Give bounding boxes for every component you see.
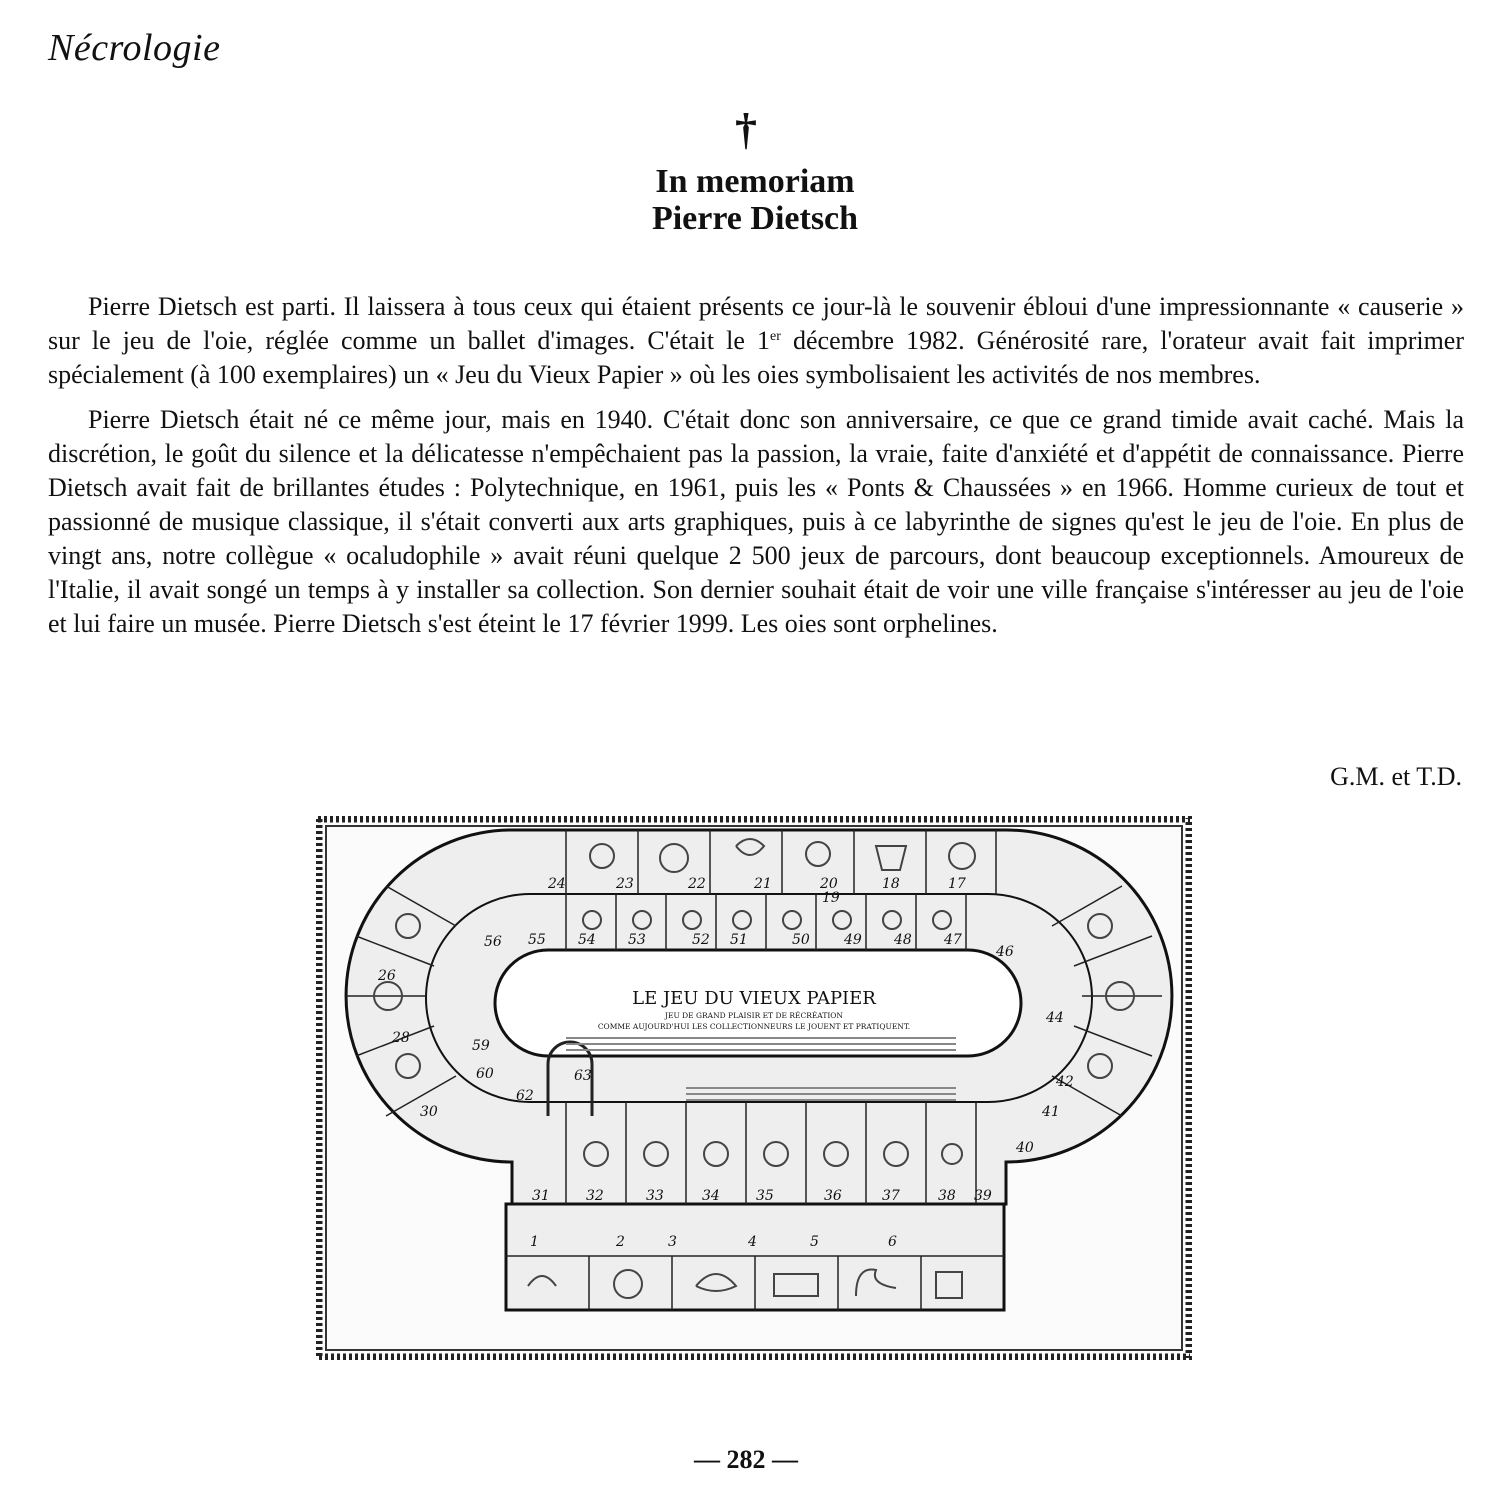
square-46: 46 <box>996 944 1014 960</box>
square-17: 17 <box>948 876 966 892</box>
square-32: 32 <box>586 1188 604 1204</box>
square-5: 5 <box>810 1234 819 1250</box>
square-50: 50 <box>792 932 810 948</box>
heading-line-1: In memoriam <box>655 163 855 200</box>
square-42: 42 <box>1056 1074 1074 1090</box>
square-23: 23 <box>616 876 634 892</box>
square-30: 30 <box>420 1104 438 1120</box>
square-40: 40 <box>1016 1140 1034 1156</box>
square-48: 48 <box>894 932 912 948</box>
game-board-illustration <box>316 816 1192 1360</box>
paragraph-1 <box>48 290 1464 392</box>
square-22: 22 <box>688 876 706 892</box>
square-55: 55 <box>528 932 546 948</box>
square-2: 2 <box>616 1234 625 1250</box>
article-body <box>48 290 1464 652</box>
square-26: 26 <box>378 968 396 984</box>
square-36: 36 <box>824 1188 842 1204</box>
square-3: 3 <box>668 1234 677 1250</box>
square-31: 31 <box>532 1188 550 1204</box>
square-51: 51 <box>730 932 748 948</box>
square-41: 41 <box>1042 1104 1060 1120</box>
square-34: 34 <box>702 1188 720 1204</box>
page-number: — 282 — <box>694 1445 798 1474</box>
signature: G.M. et T.D. <box>1330 762 1462 791</box>
square-60: 60 <box>476 1066 494 1082</box>
square-63: 63 <box>574 1068 592 1084</box>
square-56: 56 <box>484 934 502 950</box>
paragraph-1-end: décembre 1982. Générosité rare, l'orateur avait fait imprimer spécialement (à 100 exemplaires) un « Jeu du Vieux Papier » où les oies symbolisaient les activités de nos membres. <box>48 326 1465 389</box>
square-19: 19 <box>822 890 840 906</box>
paragraph-2: Pierre Dietsch était né ce même jour, mais en 1940. C'était donc son anniversaire, ce que ce grand timide avait caché. Mais la discrétion, le goût du silence et la délicatesse n'empêchaient pas la passion, la vraie, faite d'anxiété et d'appétit de connaissance. Pierre Dietsch avait fait de brillantes études : Polytechnique, en 1961, puis les « Ponts & Chaussées » en 1966. Homme curieux de tout et passionné de musique classique, il s'était converti aux arts graphiques, puis à ce labyrinthe de signes qu'est le jeu de l'oie. En plus de vingt ans, notre collègue « ocaludophile » avait réuni quelque 2 500 jeux de parcours, dont beaucoup exceptionnels. Amoureux de l'Italie, il avait songé un temps à y installer sa collection. Son dernier souhait était de voir une ville française s'intéresser au jeu de l'oie et lui faire un musée. Pierre Dietsch s'est éteint le 17 février 1999. Les oies sont orphelines. <box>48 405 1464 638</box>
square-53: 53 <box>628 932 646 948</box>
ordinal-superscript: er <box>770 329 781 344</box>
square-62: 62 <box>516 1088 534 1104</box>
square-35: 35 <box>756 1188 774 1204</box>
square-18: 18 <box>882 876 900 892</box>
paragraph-1-start: Pierre Dietsch est parti. Il laissera à tous ceux qui étaient présents ce jour-là le souvenir ébloui d'une impressionnante « causerie » sur le jeu de l'oie, réglée comme un ballet d'images. C'était le 1 <box>48 292 1464 355</box>
article-heading <box>0 163 1492 237</box>
square-1: 1 <box>530 1234 539 1250</box>
square-47: 47 <box>944 932 962 948</box>
square-44: 44 <box>1046 1010 1064 1026</box>
board-title: LE JEU DU VIEUX PAPIER <box>632 988 876 1009</box>
square-28: 28 <box>392 1030 410 1046</box>
square-33: 33 <box>646 1188 664 1204</box>
section-title: Nécrologie <box>48 27 221 69</box>
square-38: 38 <box>938 1188 956 1204</box>
square-37: 37 <box>882 1188 900 1204</box>
square-20: 20 <box>820 876 838 892</box>
square-21: 21 <box>754 876 772 892</box>
square-52: 52 <box>692 932 710 948</box>
square-6: 6 <box>888 1234 897 1250</box>
heading-line-2: Pierre Dietsch <box>651 200 859 237</box>
board-subtitle-2: COMME AUJOURD'HUI LES COLLECTIONNEURS LE JOUENT ET PRATIQUENT. <box>597 1022 911 1031</box>
square-59: 59 <box>472 1038 490 1054</box>
board-subtitle-1: JEU DE GRAND PLAISIR ET DE RÉCRÉATION <box>664 1011 844 1020</box>
square-24: 24 <box>548 876 566 892</box>
square-54: 54 <box>578 932 596 948</box>
square-39: 39 <box>974 1188 992 1204</box>
square-4: 4 <box>748 1234 757 1250</box>
cross-icon: † <box>735 105 757 154</box>
square-49: 49 <box>844 932 862 948</box>
